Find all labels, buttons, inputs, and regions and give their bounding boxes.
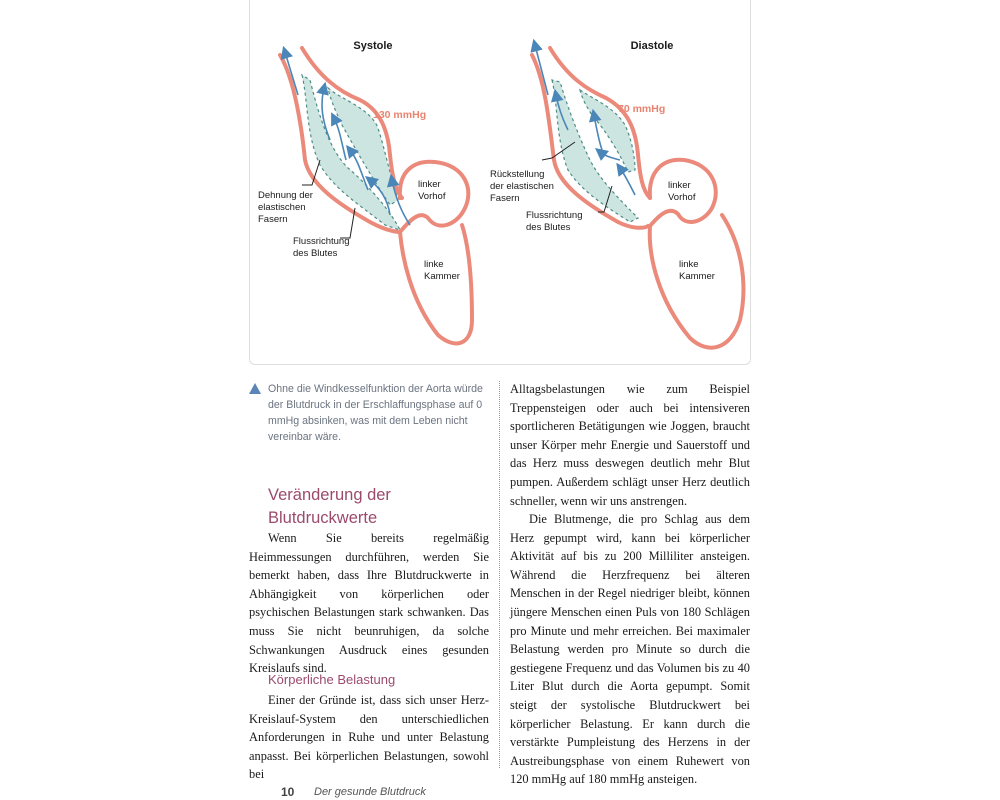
triangle-icon — [249, 383, 261, 394]
systole-label-atrium: linker Vorhof — [418, 179, 446, 202]
page-number: 10 — [281, 785, 295, 799]
diastole-flow-arrow — [600, 152, 620, 160]
systole-diagram — [258, 40, 472, 343]
systole-label-ventricle: linke Kammer — [424, 259, 460, 282]
running-title: Der gesunde Blutdruck — [314, 786, 426, 798]
systole-label-flow: Flussrichtung des Blutes — [293, 236, 350, 259]
paragraph-intro: Wenn Sie bereits regelmäßig Heimmessungen durchführen, werden Sie bemerkt haben, dass Ihre Blutdruckwerte in Abhängigkeit von körperlichen oder psychischen Belastungen stark schwanken. Das muss Sie nicht beunruhigen, da solche Schwankungen Ausdruck eines gesunden Kreislaufs sind. — [249, 531, 489, 676]
windkessel-illustration — [250, 0, 750, 364]
systole-pressure: 130 mmHg — [373, 109, 427, 121]
diastole-label-flow: Flussrichtung des Blutes — [526, 210, 583, 233]
figure-caption — [249, 381, 489, 445]
diastole-diagram — [490, 40, 743, 348]
paragraph-load-start: Einer der Gründe ist, dass sich unser Herz-Kreislauf-System den unterschiedlichen Anforderungen in Ruhe und unter Belastung anpasst. Bei körperlichen Belastungen, sowohl bei — [249, 693, 489, 782]
diastole-label-atrium: linker Vorhof — [668, 180, 696, 203]
diastole-label-ventricle: linke Kammer — [679, 259, 715, 282]
diastole-pressure: 70 mmHg — [618, 103, 666, 115]
paragraph-load-cont: Alltagsbelastungen wie zum Beispiel Treppensteigen oder auch bei intensiveren sportlicheren Betätigungen wie Joggen, braucht unser Körper mehr Energie und Sauerstoff und das Herz muss deswegen deutlich mehr Blut pumpen. Außerdem schlägt unser Herz deutlich schneller, wenn wir uns anstrengen. — [510, 382, 750, 508]
paragraph-volume: Die Blutmenge, die pro Schlag aus dem Herz gepumpt wird, kann bei körperlicher Aktivität auf bis zu 200 Milliliter ansteigen. Während die Herzfrequenz bei älteren Menschen in der Regel niedriger bleibt, können jüngere Menschen einen Puls von 180 Schlägen pro Minute und mehr erreichen. Bei maximaler Belastung werden pro Minute so durch die gestiegene Frequenz und das Volumen bis zu 40 Liter Blut durch die Aorta gepumpt. Somit steigt der systolische Blutdruckwert bei körperlicher Belastung. Er kann durch die verstärkte Pumpleistung des Herzens in der Austreibungsphase von einem Ruhewert von 120 mmHg auf 180 mmHg ansteigen. — [510, 512, 750, 787]
systole-left-ventricle — [400, 225, 472, 343]
subsection-heading: Körperliche Belastung — [268, 672, 396, 687]
diastole-flow-arrow — [620, 168, 635, 195]
systole-label-stretch: Dehnung der elastischen Fasern — [258, 190, 313, 225]
diastole-label-recoil: Rückstellung der elastischen Fasern — [490, 169, 554, 204]
systole-title: Systole — [353, 40, 393, 52]
column-divider — [499, 381, 500, 768]
section-heading: Veränderung der Blutdruckwerte — [268, 485, 391, 527]
caption-text: Ohne die Windkesselfunktion der Aorta würde der Blutdruck in der Erschlaffungsphase auf 0 mmHg absinken, was mit dem Leben nicht vereinbar wäre. — [268, 383, 483, 443]
diastole-title: Diastole — [630, 40, 674, 52]
figure-windkessel — [249, 0, 751, 365]
